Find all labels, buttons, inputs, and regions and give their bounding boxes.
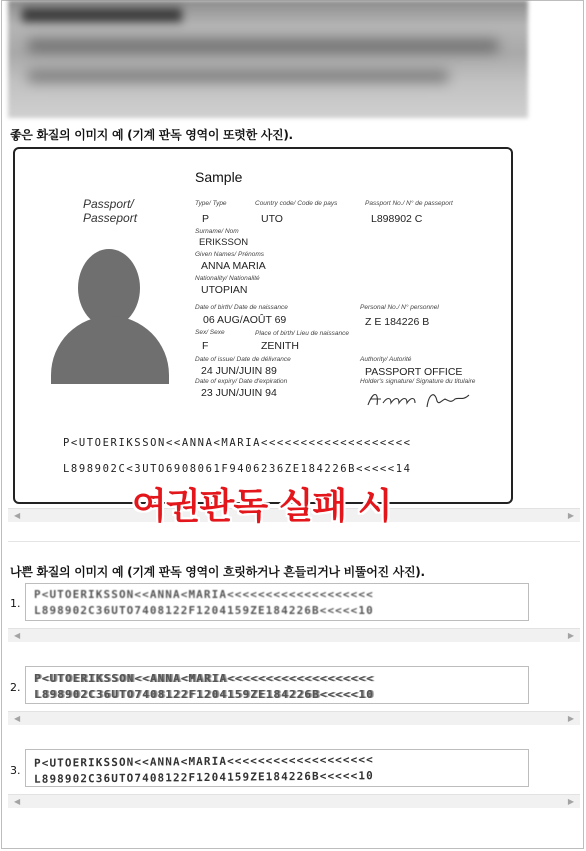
sex-value: F <box>202 340 209 352</box>
blurred-header-image <box>8 0 528 118</box>
good-example-caption: 좋은 화질의 이미지 예 (기계 판독 영역이 또렷한 사진). <box>10 128 293 142</box>
mrz-line-2: L898902C36UTO7408122F1204159ZE184226B<<<<<10 <box>34 604 374 617</box>
passport-sample-image <box>13 147 513 504</box>
arrow-left-icon[interactable]: ◀ <box>14 714 21 723</box>
mrz-example-blurry <box>25 583 529 621</box>
place-of-birth-label: Place of birth/ Lieu de naissance <box>255 330 349 337</box>
arrow-left-icon[interactable]: ◀ <box>14 631 21 640</box>
horizontal-scrollbar[interactable] <box>8 711 580 725</box>
passport-title: Passport/ Passeport <box>83 197 138 225</box>
arrow-right-icon[interactable]: ▶ <box>567 511 574 520</box>
date-of-issue-label: Date of issue/ Date de délivrance <box>195 356 291 363</box>
place-of-birth-value: ZENITH <box>261 340 299 352</box>
passport-no-value: L898902 C <box>371 213 423 225</box>
bad-example-caption: 나쁜 화질의 이미지 예 (기계 판독 영역이 흐릿하거나 흔들리거나 비뚤어진 사진). <box>10 565 425 579</box>
arrow-left-icon[interactable]: ◀ <box>14 511 21 520</box>
example-number: 2. <box>10 681 21 694</box>
person-silhouette-body <box>51 316 169 384</box>
dob-label: Date of birth/ Date de naissance <box>195 304 288 311</box>
example-number: 1. <box>10 597 21 610</box>
mrz-line-2: L898902C36UTO7408122F1204159ZE184226B<<<<<10 <box>34 769 374 786</box>
personal-no-value: Z E 184226 B <box>365 316 430 328</box>
mrz-line-2: L898902C<3UTO6908061F9406236ZE184226B<<<<<14 <box>63 463 412 475</box>
arrow-right-icon[interactable]: ▶ <box>567 714 574 723</box>
arrow-right-icon[interactable]: ▶ <box>567 797 574 806</box>
horizontal-scrollbar[interactable] <box>8 628 580 642</box>
date-of-expiry-label: Date of expiry/ Date d'expiration <box>195 378 288 385</box>
date-of-issue-value: 24 JUN/JUIN 89 <box>201 365 277 377</box>
read-failure-stamp: 여권판독 실패 시 <box>132 486 392 527</box>
surname-label: Surname/ Nom <box>195 228 239 235</box>
signature-label: Holder's signature/ Signature du titulaire <box>360 378 476 385</box>
mrz-line-1: P<UTOERIKSSON<<ANNA<MARIA<<<<<<<<<<<<<<<<<<< <box>63 437 412 449</box>
sample-label: Sample <box>195 169 243 185</box>
horizontal-scrollbar[interactable] <box>8 794 580 808</box>
holder-signature-image <box>365 387 475 411</box>
dob-value: 06 AUG/AOÛT 69 <box>203 314 287 326</box>
arrow-right-icon[interactable]: ▶ <box>567 631 574 640</box>
arrow-left-icon[interactable]: ◀ <box>14 797 21 806</box>
nationality-label: Nationality/ Nationalité <box>195 275 260 282</box>
mrz-line-2: L898902C36UTO7408122F1204159ZE184226B<<<<<10 <box>34 688 374 701</box>
country-code-label: Country code/ Code de pays <box>255 200 338 207</box>
mrz-example-skewed <box>25 749 529 787</box>
given-names-label: Given Names/ Prénoms <box>195 251 264 258</box>
date-of-expiry-value: 23 JUN/JUIN 94 <box>201 387 277 399</box>
country-code-value: UTO <box>261 213 283 225</box>
authority-value: PASSPORT OFFICE <box>365 366 463 378</box>
sex-label: Sex/ Sexe <box>195 329 225 336</box>
mrz-line-1: P<UTOERIKSSON<<ANNA<MARIA<<<<<<<<<<<<<<<<<<< <box>34 753 374 770</box>
mrz-example-shaky <box>25 666 529 704</box>
type-value: P <box>202 213 210 225</box>
nationality-value: UTOPIAN <box>201 284 248 296</box>
type-label: Type/ Type <box>195 200 227 207</box>
personal-no-label: Personal No./ N° personnel <box>360 304 439 311</box>
authority-label: Authority/ Autorité <box>360 356 412 363</box>
mrz-line-1: P<UTOERIKSSON<<ANNA<MARIA<<<<<<<<<<<<<<<<<<< <box>34 672 374 685</box>
given-names-value: ANNA MARIA <box>201 260 266 272</box>
mrz-line-1: P<UTOERIKSSON<<ANNA<MARIA<<<<<<<<<<<<<<<<<<< <box>34 588 374 601</box>
passport-no-label: Passport No./ N° de passeport <box>365 200 453 207</box>
example-number: 3. <box>10 764 21 777</box>
section-divider <box>8 541 580 542</box>
surname-value: ERIKSSON <box>199 237 249 248</box>
